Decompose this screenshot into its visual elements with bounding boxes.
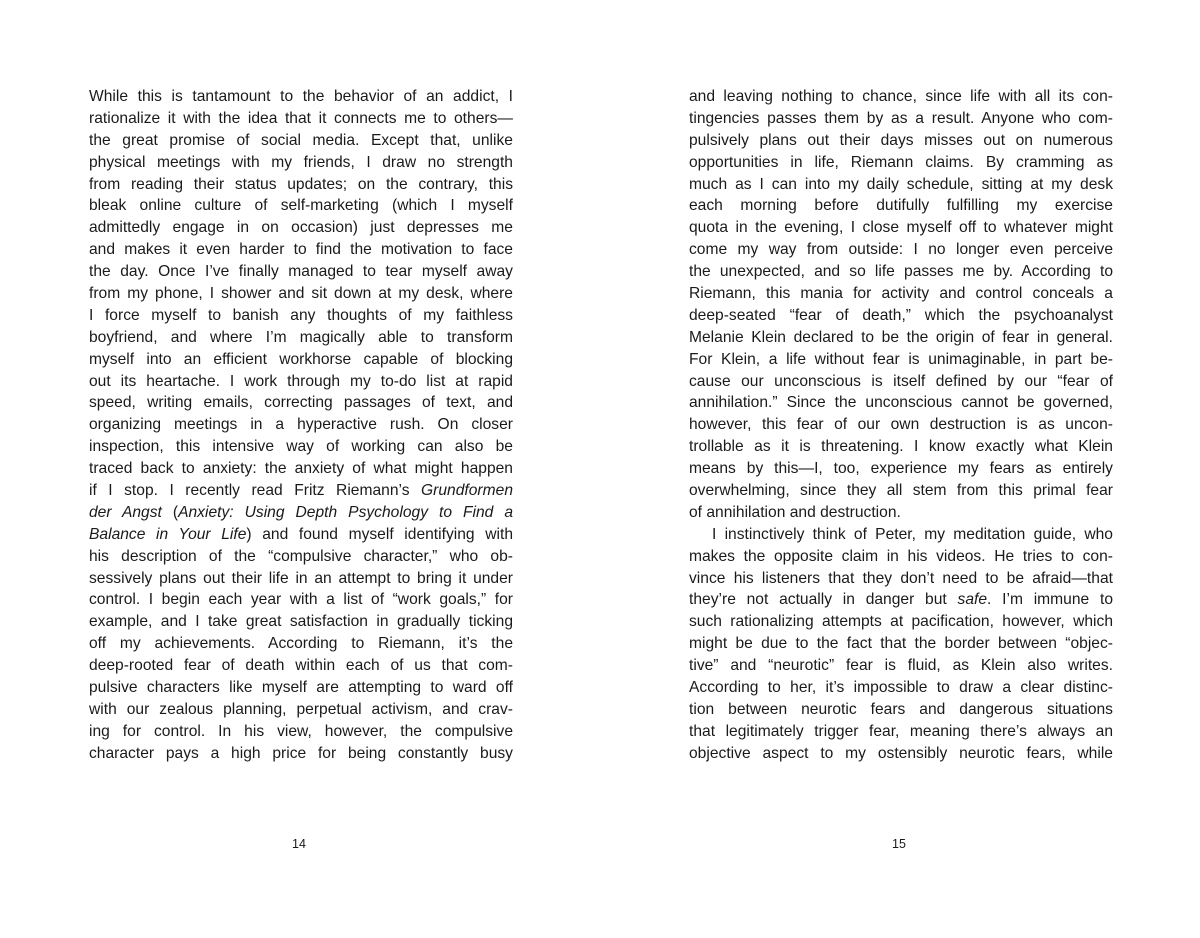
text-segment: overwhelming, since they all stem from this primal fear	[689, 482, 1113, 500]
text-line	[89, 655, 513, 677]
text-segment: might be due to the fact that the border between “objec-	[689, 635, 1113, 653]
text-line	[689, 174, 1113, 196]
text-line	[89, 392, 513, 414]
text-line	[89, 546, 513, 568]
text-segment: come my way from outside: I no longer even perceive	[689, 241, 1113, 259]
text-segment: annihilation.” Since the unconscious cannot be governed,	[689, 394, 1113, 412]
text-segment: deep-rooted fear of death within each of us that com-	[89, 657, 513, 675]
text-segment: opportunities in life, Riemann claims. By cramming as	[689, 153, 1113, 171]
italic-text: der Angst	[89, 503, 162, 521]
text-line	[89, 458, 513, 480]
text-line	[689, 392, 1113, 414]
text-segment: the day. Once I’ve finally managed to tear myself away	[89, 263, 513, 281]
text-segment: cause our unconscious is itself defined by our “fear of	[689, 372, 1113, 390]
text-segment: According to her, it’s impossible to draw a clear distinc-	[689, 679, 1113, 697]
text-line	[689, 677, 1113, 699]
text-line	[89, 699, 513, 721]
text-line	[89, 677, 513, 699]
text-segment: character pays a high price for being constantly busy	[89, 744, 513, 762]
text-segment: physical meetings with my friends, I draw no strength	[89, 153, 513, 171]
left-page-body	[89, 86, 513, 765]
text-line	[689, 349, 1113, 371]
right-page-number: 15	[892, 837, 906, 851]
text-segment: that legitimately trigger fear, meaning there’s always an	[689, 722, 1113, 740]
text-segment: For Klein, a life without fear is unimaginable, in part be-	[689, 350, 1113, 368]
text-line	[89, 108, 513, 130]
text-segment: boyfriend, and where I’m magically able to transform	[89, 328, 513, 346]
text-segment: tingencies passes them by as a result. Anyone who com-	[689, 109, 1113, 127]
text-segment: . I’m immune to	[987, 591, 1114, 609]
text-segment: if I stop. I recently read Fritz Riemann’s	[89, 482, 422, 500]
text-line	[689, 721, 1113, 743]
text-line	[689, 611, 1113, 633]
text-line	[689, 502, 1113, 524]
text-segment: While this is tantamount to the behavior of an addict, I	[89, 88, 513, 105]
text-segment: ing for control. In his view, however, the compulsive	[89, 722, 513, 740]
text-segment: myself into an efficient workhorse capable of blocking	[89, 350, 513, 368]
text-line	[689, 480, 1113, 502]
text-segment: such rationalizing attempts at pacification, however, which	[689, 613, 1113, 631]
text-segment: vince his listeners that they don’t need to be afraid—that	[689, 569, 1113, 587]
text-segment: the great promise of social media. Except that, unlike	[89, 131, 513, 149]
text-segment: each morning before dutifully fulfilling my exercise	[689, 197, 1113, 215]
text-segment: (	[161, 503, 179, 521]
text-line	[89, 414, 513, 436]
text-line	[89, 86, 513, 108]
text-segment: ) and found myself identifying with	[246, 525, 513, 543]
text-segment: pulsive characters like myself are attempting to ward off	[89, 679, 513, 697]
text-segment: traced back to anxiety: the anxiety of what might happen	[89, 460, 513, 478]
text-line	[689, 327, 1113, 349]
text-segment: example, and I take great satisfaction in gradually ticking	[89, 613, 513, 631]
text-segment: much as I can into my daily schedule, sitting at my desk	[689, 175, 1113, 193]
text-line	[689, 414, 1113, 436]
italic-text: Balance in Your Life	[89, 525, 247, 543]
text-line	[689, 589, 1113, 611]
text-segment: with our zealous planning, perpetual activism, and crav-	[89, 700, 513, 718]
text-line	[89, 633, 513, 655]
text-line	[689, 524, 1113, 546]
text-line	[89, 349, 513, 371]
text-line	[89, 589, 513, 611]
text-line	[689, 108, 1113, 130]
text-segment: means by this—I, too, experience my fears as entirely	[689, 460, 1113, 478]
text-segment: from my phone, I shower and sit down at my desk, where	[89, 285, 513, 303]
text-segment: pulsively plans out their days misses out on numerous	[689, 131, 1113, 149]
text-line	[89, 480, 513, 502]
text-line	[89, 305, 513, 327]
text-line	[689, 305, 1113, 327]
text-line	[89, 239, 513, 261]
italic-text: Grundformen	[421, 482, 513, 500]
text-line	[89, 217, 513, 239]
text-segment: tion between neurotic fears and dangerous situations	[689, 700, 1113, 718]
text-line	[89, 195, 513, 217]
text-segment: admittedly engage in on occasion) just depresses me	[89, 219, 513, 237]
text-segment: and makes it even harder to find the motivation to face	[89, 241, 513, 259]
text-line	[89, 524, 513, 546]
text-line	[689, 130, 1113, 152]
text-segment: his description of the “compulsive character,” who ob-	[89, 547, 513, 565]
text-line	[89, 174, 513, 196]
text-line	[689, 655, 1113, 677]
text-segment: trollable as it is threatening. I know exactly what Klein	[689, 438, 1113, 456]
text-segment: off my achievements. According to Riemann, it’s the	[89, 635, 513, 653]
text-segment: I instinctively think of Peter, my meditation guide, who	[712, 525, 1113, 543]
text-segment: speed, writing emails, correcting passages of text, and	[89, 394, 513, 412]
text-line	[689, 458, 1113, 480]
text-line	[689, 568, 1113, 590]
text-segment: quota in the evening, I close myself off to whatever might	[689, 219, 1113, 237]
text-line	[689, 633, 1113, 655]
text-line	[689, 239, 1113, 261]
text-segment: makes the opposite claim in his videos. He tries to con-	[689, 547, 1113, 565]
text-segment: of annihilation and destruction.	[689, 503, 901, 521]
text-segment: from reading their status updates; on the contrary, this	[89, 175, 513, 193]
text-line	[689, 699, 1113, 721]
text-line	[89, 743, 513, 765]
text-segment: the unexpected, and so life passes me by. According to	[689, 263, 1113, 281]
text-segment: Melanie Klein declared to be the origin of fear in general.	[689, 328, 1113, 346]
text-segment: however, this fear of our own destruction is as uncon-	[689, 416, 1113, 434]
text-line	[689, 195, 1113, 217]
text-line	[689, 152, 1113, 174]
text-line	[89, 568, 513, 590]
text-line	[689, 217, 1113, 239]
text-line	[89, 327, 513, 349]
text-segment: bleak online culture of self-marketing (which I myself	[89, 197, 513, 215]
right-page-body	[689, 86, 1113, 765]
text-segment: and leaving nothing to chance, since life with all its con-	[689, 88, 1113, 105]
text-line	[689, 371, 1113, 393]
text-line	[89, 436, 513, 458]
text-line	[89, 283, 513, 305]
text-line	[689, 743, 1113, 765]
text-segment: tive” and “neurotic” fear is fluid, as Klein also writes.	[689, 657, 1113, 675]
text-segment: Riemann, this mania for activity and control conceals a	[689, 285, 1113, 303]
text-line	[689, 546, 1113, 568]
text-line	[689, 283, 1113, 305]
text-segment: rationalize it with the idea that it connects me to others—	[89, 109, 513, 127]
text-line	[89, 371, 513, 393]
left-page-number: 14	[292, 837, 306, 851]
text-segment: control. I begin each year with a list of “work goals,” for	[89, 591, 513, 609]
text-segment: deep-seated “fear of death,” which the psychoanalyst	[689, 306, 1113, 324]
text-segment: I force myself to banish any thoughts of my faithless	[89, 306, 513, 324]
text-line	[89, 611, 513, 633]
text-segment: inspection, this intensive way of working can also be	[89, 438, 513, 456]
text-segment: they’re not actually in danger but	[689, 591, 958, 609]
text-line	[689, 436, 1113, 458]
text-line	[89, 261, 513, 283]
text-line	[89, 130, 513, 152]
text-segment: out its heartache. I work through my to-do list at rapid	[89, 372, 513, 390]
text-line	[689, 86, 1113, 108]
text-segment: organizing meetings in a hyperactive rush. On closer	[89, 416, 513, 434]
italic-text: safe	[957, 591, 988, 609]
text-line	[89, 502, 513, 524]
text-segment: objective aspect to my ostensibly neurotic fears, while	[689, 744, 1113, 762]
text-line	[689, 261, 1113, 283]
text-line	[89, 721, 513, 743]
italic-text: Anxiety: Using Depth Psychology to Find a	[178, 503, 514, 521]
text-segment: sessively plans out their life in an attempt to bring it under	[89, 569, 513, 587]
text-line	[89, 152, 513, 174]
